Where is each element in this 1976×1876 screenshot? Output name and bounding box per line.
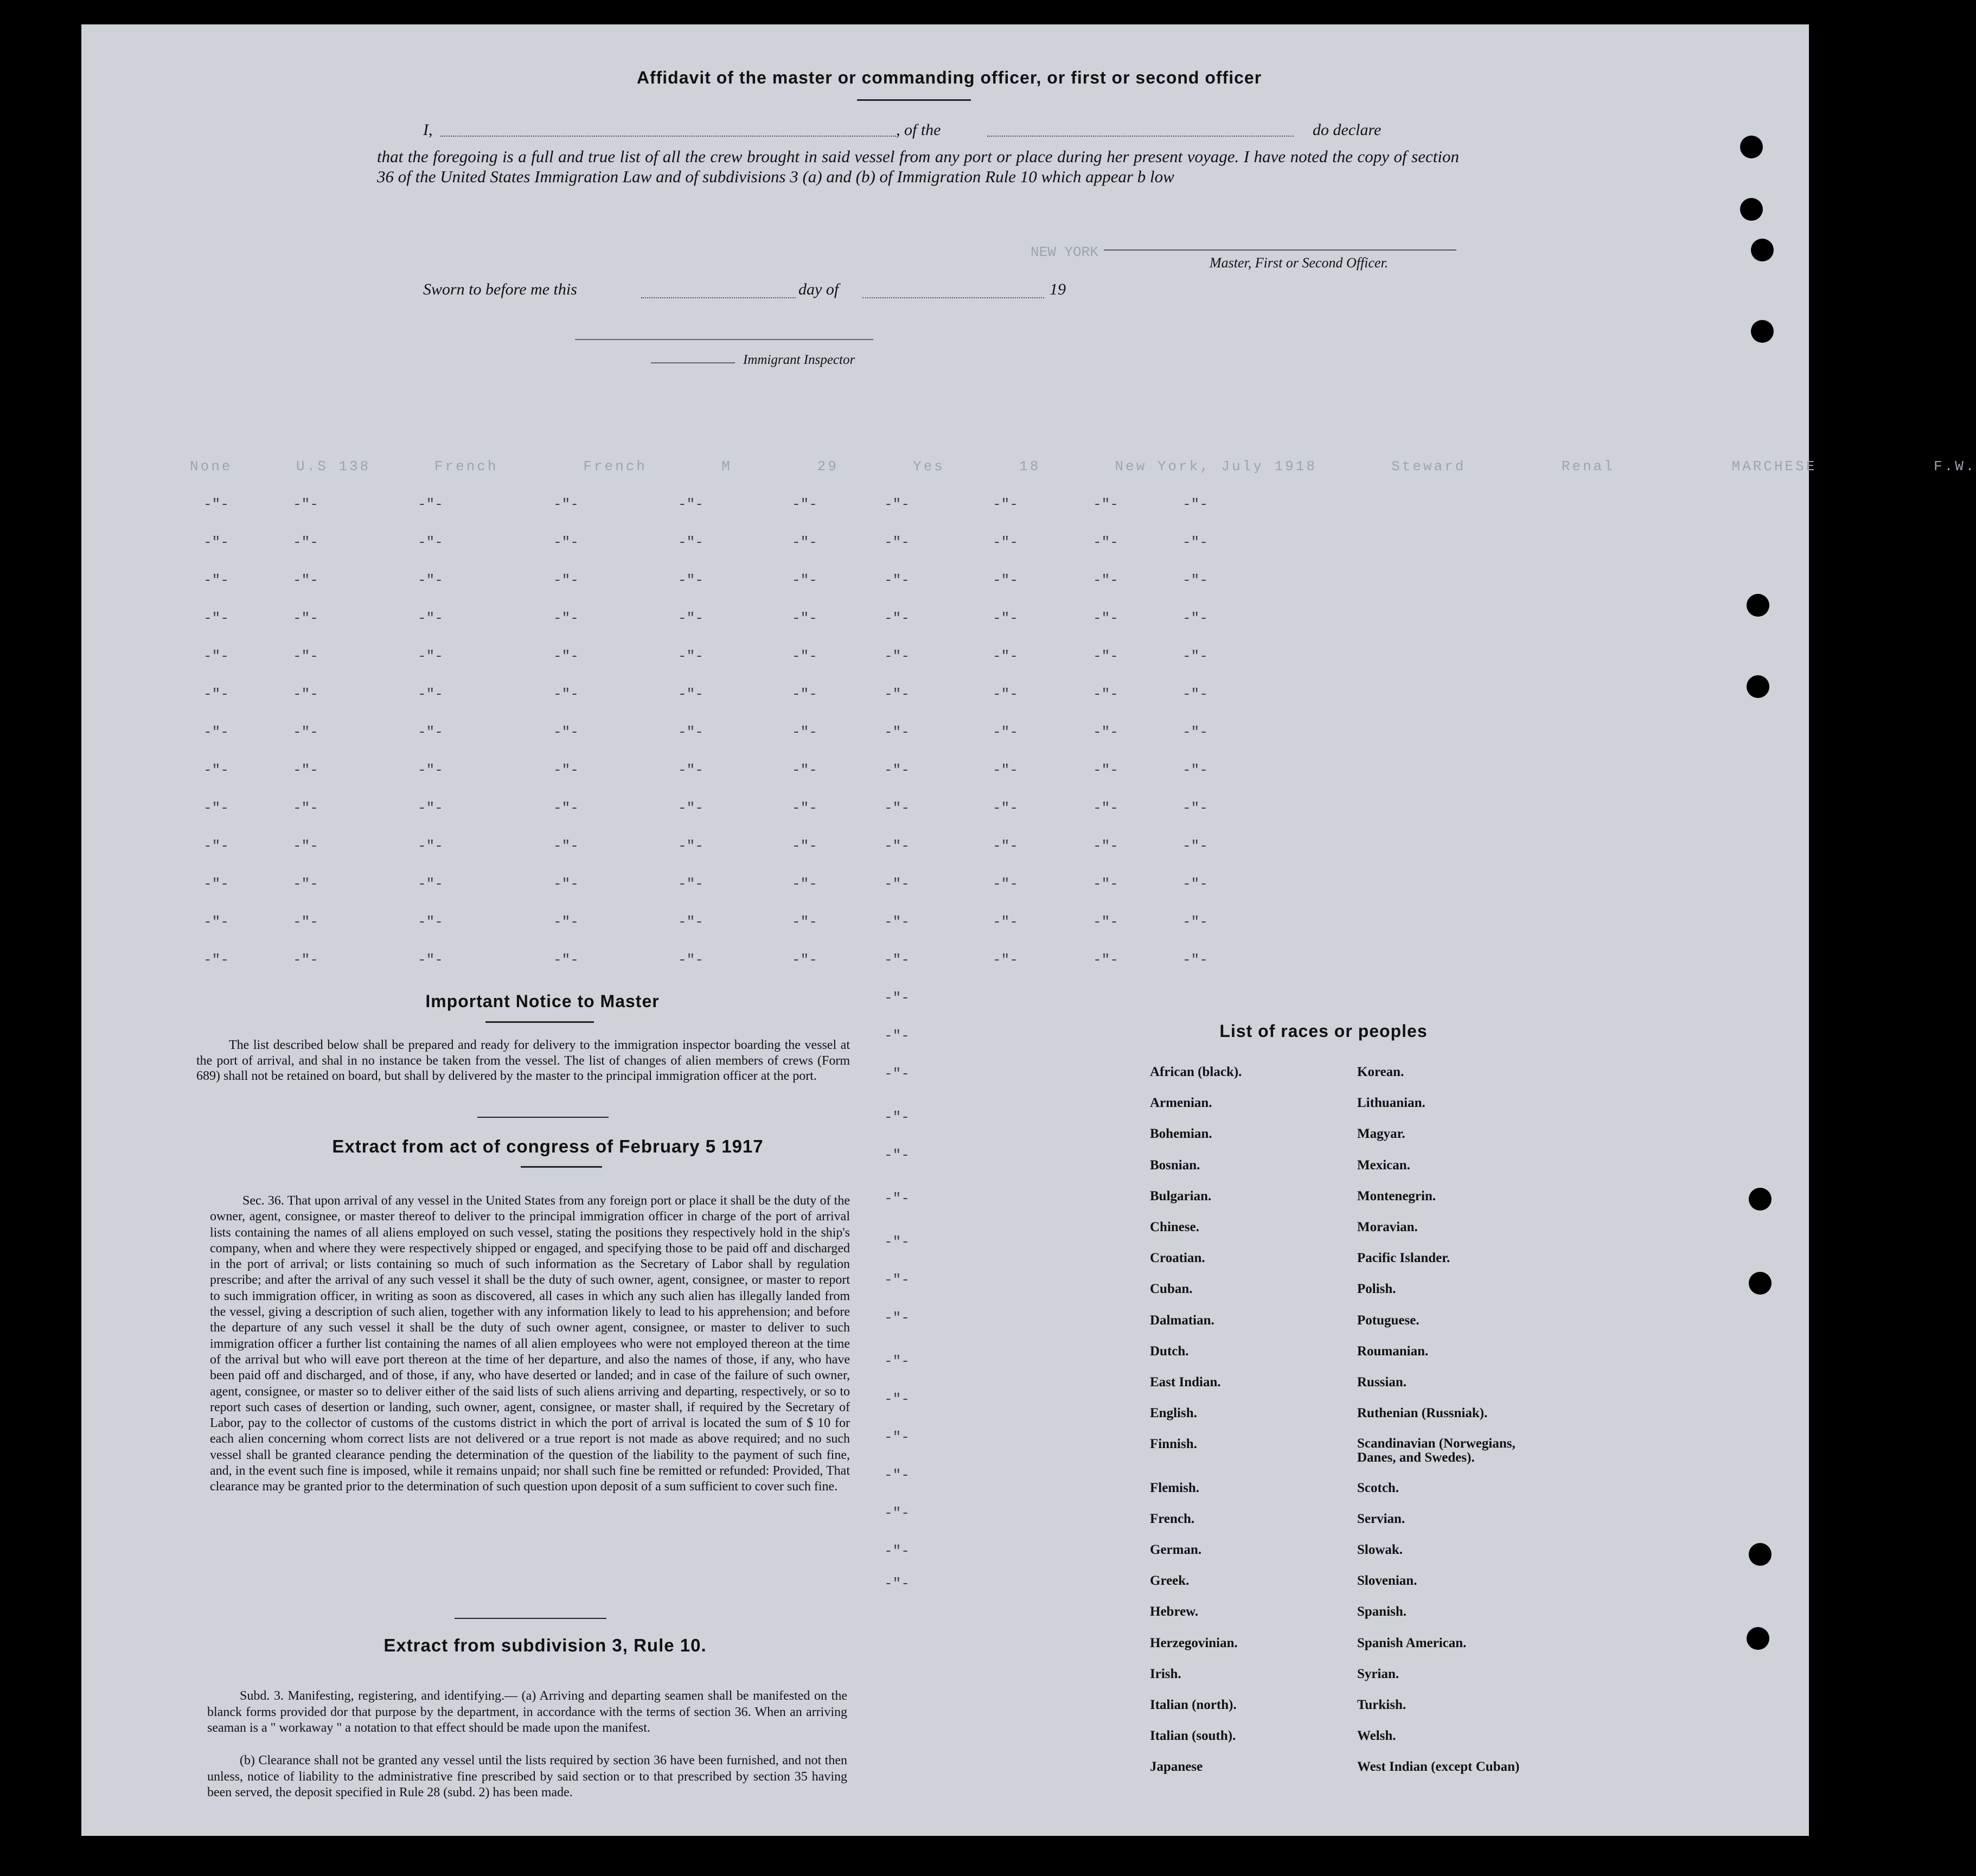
ditto-mark: -"- <box>993 876 1018 892</box>
ditto-mark: -"- <box>993 534 1018 550</box>
race-item: Italian (south). <box>1150 1728 1236 1744</box>
ghost-cell: French <box>434 458 498 475</box>
race-item: Hebrew. <box>1150 1604 1199 1619</box>
ghost-cell: Yes <box>913 458 945 475</box>
ghost-cell: None <box>190 458 233 475</box>
races-title: List of races or peoples <box>1219 1021 1428 1041</box>
punch-hole <box>1740 198 1763 221</box>
race-item: West Indian (except Cuban) <box>1357 1759 1520 1775</box>
race-item: Moravian. <box>1357 1220 1418 1234</box>
ditto-mark: -"- <box>792 534 817 550</box>
ditto-mark: -"- <box>792 572 817 588</box>
race-item: Bulgarian. <box>1150 1188 1212 1203</box>
ditto-mark: -"- <box>203 914 229 930</box>
ditto-mark: -"- <box>1182 876 1208 892</box>
ditto-mark: -"- <box>884 534 910 550</box>
punch-hole <box>1749 1543 1772 1566</box>
name-blank <box>440 136 896 137</box>
ditto-mark: -"- <box>678 800 704 816</box>
ditto-mark: -"- <box>993 610 1018 626</box>
ditto-mark: -"- <box>1093 952 1118 968</box>
affidavit-title: Affidavit of the master or commanding officer, or first or second officer <box>636 68 1262 87</box>
act-rule <box>521 1166 602 1168</box>
ditto-mark: -"- <box>553 572 579 588</box>
ditto-mark: -"- <box>418 534 443 550</box>
ditto-mark: -"- <box>678 762 704 778</box>
ditto-mark: -"- <box>1093 800 1118 816</box>
ditto-mark: -"- <box>792 914 817 930</box>
year-label: 19 <box>1050 280 1066 298</box>
ditto-mark: -"- <box>792 686 817 702</box>
ditto-mark: -"- <box>553 648 579 664</box>
race-item: Chinese. <box>1150 1220 1199 1234</box>
ditto-mark: -"- <box>678 610 704 626</box>
race-item: Japanese <box>1150 1759 1203 1775</box>
ditto-mark: -"- <box>884 800 910 816</box>
race-item: Roumanian. <box>1357 1343 1429 1359</box>
ditto-mark: -"- <box>884 1429 910 1445</box>
ditto-mark: -"- <box>884 1028 910 1044</box>
ditto-mark: -"- <box>553 800 579 816</box>
ditto-mark: -"- <box>203 952 229 968</box>
ditto-mark: -"- <box>1182 914 1208 930</box>
ditto-mark: -"- <box>553 496 579 513</box>
ditto-mark: -"- <box>884 496 910 513</box>
act-body: Sec. 36. That upon arrival of any vessel in the United States from any foreign port or place it shall be the duty of the owner, agent, consignee, or master thereof to deliver to the principal immigration officer in charge of the port of arrival lists containing the names of all aliens employed on such vessel, stating the positions they respectively hold in the ship's company, when and where they were respectively shipped or engaged, and specifying those to be paid off and discharged in the port of arrival; or lists containing so much of such information as the Secretary of Labor shall by regulation prescribe; and after the arrival of any such vessel it shall be the duty of such owner, agent, consignee, or master to report to such immigration officer, in writing as soon as discovered, all cases in which any such alien has illegally landed from the vessel, giving a description of such alien, together with any information likely to lead to his apprehension; and before the departure of any such vessel it shall be the duty of such owner agent, consignee, or master to deliver to such immigration officer a further list containing the names of all alien employees who were not employed thereon at the time of the arrival but who will eave port thereon at the time of her departure, and also the names of those, if any, who have been paid off and discharged, and of those, if any, who have deserted or landed; and in case of the failure of such owner, agent, consignee, or master so to deliver either of the said lists of such aliens arriving and departing, respectively, or so to report such cases of desertion or landing, such owner, agent, consignee, or master shall, if required by the Secretary of Labor, pay to the collector of customs of the customs district in which the port of arrival is located the sum of $ 10 for each alien concerning whom correct lists are not delivered or a true report is not made as above required; and no such vessel shall be granted clearance pending the determination of the question of the liability to the payment of such fine, and, in the event such fine is imposed, while it remains unpaid; nor shall such fine be remitted or refunded: Provided, That clearance may be granted prior to the determination of such question upon deposit of a sum sufficient to cover such fine. <box>210 1194 850 1494</box>
ditto-mark: -"- <box>884 1543 910 1559</box>
ditto-mark: -"- <box>1093 876 1118 892</box>
punch-hole <box>1749 1188 1772 1211</box>
ditto-mark: -"- <box>1182 686 1208 702</box>
ditto-mark: -"- <box>293 762 318 778</box>
ditto-mark: -"- <box>884 876 910 892</box>
ditto-mark: -"- <box>553 914 579 930</box>
inspector-caption: Immigrant Inspector <box>743 353 855 367</box>
ditto-mark: -"- <box>884 1576 910 1592</box>
ditto-mark: -"- <box>993 648 1018 664</box>
race-item: Italian (north). <box>1150 1698 1237 1712</box>
punch-hole <box>1751 320 1774 343</box>
race-item: Dalmatian. <box>1150 1312 1214 1328</box>
ditto-mark: -"- <box>884 1467 910 1483</box>
punch-hole <box>1740 136 1763 158</box>
ghost-cell: 29 <box>817 458 839 475</box>
race-item: Dutch. <box>1150 1343 1189 1359</box>
ditto-mark: -"- <box>1093 914 1118 930</box>
ditto-mark: -"- <box>993 914 1018 930</box>
document-page <box>81 24 1976 1836</box>
ditto-mark: -"- <box>792 876 817 892</box>
ditto-mark: -"- <box>293 952 318 968</box>
race-item: African (black). <box>1150 1065 1242 1079</box>
punch-hole <box>1749 1272 1772 1295</box>
ditto-mark: -"- <box>792 648 817 664</box>
ditto-mark: -"- <box>418 686 443 702</box>
ghost-cell: French <box>583 458 647 475</box>
sworn-day-blank <box>641 297 796 298</box>
ditto-mark: -"- <box>884 1109 910 1125</box>
race-item: Welsh. <box>1357 1728 1396 1744</box>
ditto-mark: -"- <box>884 990 910 1006</box>
race-item: Irish. <box>1150 1666 1181 1681</box>
punch-hole <box>1751 239 1774 261</box>
race-item: Bohemian. <box>1150 1126 1212 1142</box>
ditto-mark: -"- <box>993 572 1018 588</box>
ditto-mark: -"- <box>203 724 229 740</box>
race-item: Mexican. <box>1357 1157 1410 1173</box>
ditto-mark: -"- <box>884 1190 910 1207</box>
notice-rule <box>485 1021 594 1023</box>
ditto-mark: -"- <box>203 648 229 664</box>
ditto-mark: -"- <box>884 762 910 778</box>
ditto-mark: -"- <box>1093 534 1118 550</box>
ditto-mark: -"- <box>678 724 704 740</box>
race-item: Slovenian. <box>1357 1573 1417 1589</box>
ditto-mark: -"- <box>1182 572 1208 588</box>
race-item: Russian. <box>1357 1375 1407 1390</box>
ditto-mark: -"- <box>1182 800 1208 816</box>
ditto-mark: -"- <box>418 800 443 816</box>
ghost-cell: Steward <box>1391 458 1466 475</box>
ghost-cell: U.S 138 <box>296 458 371 475</box>
ditto-mark: -"- <box>418 762 443 778</box>
ditto-mark: -"- <box>418 572 443 588</box>
ditto-mark: -"- <box>418 838 443 854</box>
ditto-mark: -"- <box>553 838 579 854</box>
ditto-mark: -"- <box>203 534 229 550</box>
ditto-mark: -"- <box>993 496 1018 513</box>
race-item: Potuguese. <box>1357 1312 1419 1328</box>
ditto-mark: -"- <box>203 800 229 816</box>
ditto-mark: -"- <box>203 572 229 588</box>
ditto-mark: -"- <box>1093 838 1118 854</box>
ditto-mark: -"- <box>792 952 817 968</box>
notice-body: The list described below shall be prepared and ready for delivery to the immigration inspector boarding the vessel at the port of arrival, and shal in no instance be taken from the vessel. The list of changes of alien members of crews (Form 689) shall not be retained on board, but shall by delivered by the master to the principal immigration officer at the port. <box>196 1038 850 1083</box>
race-item: Pacific Islander. <box>1357 1251 1450 1266</box>
ditto-mark: -"- <box>293 686 318 702</box>
bleed-through-header-row <box>190 458 1976 475</box>
master-signature-line <box>1104 249 1456 251</box>
ditto-mark: -"- <box>678 648 704 664</box>
ditto-mark: -"- <box>203 838 229 854</box>
ditto-mark: -"- <box>884 686 910 702</box>
ditto-mark: -"- <box>884 1147 910 1163</box>
ghost-cell: F.W. <box>1933 458 1976 475</box>
ditto-mark: -"- <box>293 876 318 892</box>
ditto-mark: -"- <box>792 800 817 816</box>
ditto-mark: -"- <box>678 686 704 702</box>
ditto-mark: -"- <box>293 914 318 930</box>
race-item: Slowak. <box>1357 1542 1403 1557</box>
ditto-mark: -"- <box>993 762 1018 778</box>
ditto-mark: -"- <box>884 1234 910 1250</box>
ditto-mark: -"- <box>203 686 229 702</box>
ditto-mark: -"- <box>553 876 579 892</box>
ditto-mark: -"- <box>792 838 817 854</box>
ditto-mark: -"- <box>884 1272 910 1288</box>
ditto-mark: -"- <box>884 1505 910 1521</box>
ditto-mark: -"- <box>553 534 579 550</box>
ditto-mark: -"- <box>993 838 1018 854</box>
ditto-mark: -"- <box>1093 572 1118 588</box>
ditto-mark: -"- <box>884 952 910 968</box>
ditto-mark: -"- <box>418 724 443 740</box>
ditto-mark: -"- <box>678 572 704 588</box>
race-item: Syrian. <box>1357 1666 1399 1681</box>
ditto-mark: -"- <box>1182 610 1208 626</box>
punch-hole <box>1747 675 1769 698</box>
ditto-mark: -"- <box>293 572 318 588</box>
ditto-mark: -"- <box>1182 762 1208 778</box>
punch-hole <box>1747 594 1769 617</box>
title-rule <box>857 99 971 101</box>
race-item: Spanish. <box>1357 1604 1407 1619</box>
ditto-mark: -"- <box>418 610 443 626</box>
ditto-mark: -"- <box>1182 534 1208 550</box>
race-item: Scotch. <box>1357 1480 1399 1495</box>
race-item: Greek. <box>1150 1573 1190 1589</box>
ditto-mark: -"- <box>1093 496 1118 513</box>
ditto-mark: -"- <box>553 686 579 702</box>
ditto-mark: -"- <box>678 876 704 892</box>
race-item: Cuban. <box>1150 1282 1193 1297</box>
ghost-cell: MARCHESE <box>1731 458 1817 475</box>
ditto-mark: -"- <box>792 724 817 740</box>
punch-hole <box>1747 1627 1769 1650</box>
ditto-mark: -"- <box>678 496 704 513</box>
notice-title: Important Notice to Master <box>425 991 660 1011</box>
ditto-mark: -"- <box>1093 724 1118 740</box>
ghost-cell: 18 <box>1019 458 1041 475</box>
race-item: Flemish. <box>1150 1480 1199 1495</box>
sworn-label: Sworn to before me this <box>423 280 577 298</box>
race-item: Croatian. <box>1150 1251 1205 1266</box>
affidavit-of-the-label: , of the <box>896 121 941 139</box>
ditto-mark: -"- <box>792 762 817 778</box>
ditto-mark: -"- <box>203 762 229 778</box>
race-item: German. <box>1150 1542 1202 1557</box>
act-title: Extract from act of congress of February 5 1917 <box>332 1136 764 1156</box>
ditto-mark: -"- <box>678 914 704 930</box>
ditto-mark: -"- <box>792 496 817 513</box>
ghost-cell: Renal <box>1561 458 1615 475</box>
ditto-mark: -"- <box>293 800 318 816</box>
ditto-mark: -"- <box>553 724 579 740</box>
ditto-mark: -"- <box>203 876 229 892</box>
race-item: Finnish. <box>1150 1437 1197 1452</box>
vessel-blank <box>987 136 1294 137</box>
race-item: Servian. <box>1357 1511 1405 1526</box>
ditto-mark: -"- <box>884 1066 910 1082</box>
affidavit-body: that the foregoing is a full and true list of all the crew brought in said vessel from any port or place during her present voyage. I have noted the copy of section 36 of the United States Immigration Law and of subdivisions 3 (a) and (b) of Immigration Rule 10 which appear b low <box>377 147 1459 186</box>
sworn-month-blank <box>862 297 1044 298</box>
ditto-mark: -"- <box>203 610 229 626</box>
ditto-mark: -"- <box>792 610 817 626</box>
ditto-mark: -"- <box>884 1353 910 1369</box>
inspector-signature-line <box>575 339 873 340</box>
race-item: Scandinavian (Norwegians, Danes, and Swedes). <box>1357 1436 1515 1465</box>
section-rule <box>477 1117 609 1118</box>
ditto-mark: -"- <box>1093 686 1118 702</box>
race-item: Ruthenian (Russniak). <box>1357 1406 1488 1421</box>
affidavit-i-label: I, <box>423 121 433 139</box>
ditto-mark: -"- <box>1093 648 1118 664</box>
ditto-mark: -"- <box>553 762 579 778</box>
ditto-mark: -"- <box>418 952 443 968</box>
ditto-mark: -"- <box>884 724 910 740</box>
ditto-mark: -"- <box>678 838 704 854</box>
ditto-mark: -"- <box>418 876 443 892</box>
rule-title: Extract from subdivision 3, Rule 10. <box>383 1635 707 1655</box>
rule-para-b: (b) Clearance shall not be granted any vessel until the lists required by section 36 have been furnished, and not then unless, notice of liability to the administrative fine prescribed by said section or to that prescribed by section 35 having been served, the deposit specified in Rule 28 (subd. 2) has been made. <box>207 1753 847 1800</box>
ditto-mark: -"- <box>418 496 443 513</box>
ditto-mark: -"- <box>293 534 318 550</box>
ditto-mark: -"- <box>884 1391 910 1407</box>
master-caption: Master, First or Second Officer. <box>1210 255 1389 271</box>
day-of-label: day of <box>798 280 839 298</box>
ditto-mark: -"- <box>993 800 1018 816</box>
race-item: Herzegovinian. <box>1150 1635 1238 1650</box>
ditto-mark: -"- <box>884 610 910 626</box>
ditto-mark: -"- <box>884 1310 910 1326</box>
affidavit-declare-label: do declare <box>1313 121 1382 139</box>
race-item: Spanish American. <box>1357 1635 1467 1650</box>
rule-para-a: Subd. 3. Manifesting, registering, and identifying.— (a) Arriving and departing seamen shall be manifested on the blanck forms provided dor that purpose by the department, in accordance with the terms of section 36. When an arriving seaman is a " workaway " a notation to that effect should be made upon the manifest. <box>207 1689 847 1735</box>
race-item: English. <box>1150 1406 1197 1421</box>
race-item: Korean. <box>1357 1065 1404 1079</box>
ditto-mark: -"- <box>678 534 704 550</box>
ditto-mark: -"- <box>203 496 229 513</box>
bleed-through-shipname: NEW YORK <box>1031 244 1098 260</box>
ditto-mark: -"- <box>678 952 704 968</box>
race-item: Magyar. <box>1357 1126 1405 1142</box>
ditto-mark: -"- <box>293 496 318 513</box>
ditto-mark: -"- <box>1182 648 1208 664</box>
ditto-mark: -"- <box>1182 496 1208 513</box>
ditto-mark: -"- <box>553 952 579 968</box>
ditto-mark: -"- <box>1093 762 1118 778</box>
race-item: French. <box>1150 1511 1195 1526</box>
race-item: Lithuanian. <box>1357 1096 1425 1111</box>
ditto-mark: -"- <box>884 914 910 930</box>
race-item: Polish. <box>1357 1282 1396 1297</box>
race-item: Turkish. <box>1357 1698 1406 1712</box>
section-rule <box>455 1618 606 1619</box>
ditto-mark: -"- <box>293 610 318 626</box>
ditto-mark: -"- <box>884 648 910 664</box>
ghost-cell: M <box>721 458 732 475</box>
ditto-mark: -"- <box>553 610 579 626</box>
ditto-mark: -"- <box>418 648 443 664</box>
ditto-mark: -"- <box>993 686 1018 702</box>
ditto-mark: -"- <box>1182 838 1208 854</box>
ditto-mark: -"- <box>884 838 910 854</box>
ditto-mark: -"- <box>884 572 910 588</box>
ditto-mark: -"- <box>1182 952 1208 968</box>
ditto-mark: -"- <box>293 648 318 664</box>
ditto-mark: -"- <box>418 914 443 930</box>
inspector-prefix-line <box>651 362 735 363</box>
race-item: Montenegrin. <box>1357 1188 1436 1203</box>
ditto-mark: -"- <box>993 952 1018 968</box>
ditto-mark: -"- <box>1093 610 1118 626</box>
ghost-cell: New York, July 1918 <box>1115 458 1317 475</box>
ditto-mark: -"- <box>993 724 1018 740</box>
ditto-mark: -"- <box>293 724 318 740</box>
ditto-mark: -"- <box>1182 724 1208 740</box>
race-item: Armenian. <box>1150 1096 1212 1111</box>
race-item: Bosnian. <box>1150 1157 1200 1173</box>
race-item: East Indian. <box>1150 1375 1221 1390</box>
ditto-mark: -"- <box>293 838 318 854</box>
